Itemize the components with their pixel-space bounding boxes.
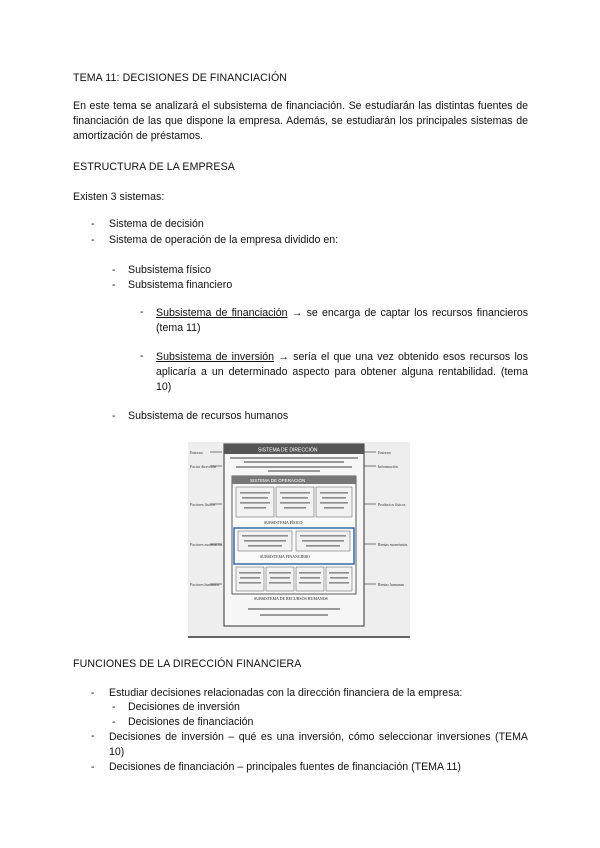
diagram-op-label: SISTEMA DE OPERACIÓN [250, 478, 306, 483]
list-item: - Subsistema de recursos humanos [112, 410, 289, 422]
right-label: Rentas monetarias [378, 542, 408, 547]
diagram-top-label: SISTEMA DE DIRECCIÓN [258, 447, 318, 454]
right-label: Entorno [378, 450, 391, 455]
list-item: - Decisiones de inversión [112, 701, 240, 713]
page-title: TEMA 11: DECISIONES DE FINANCIACIÓN [73, 72, 288, 84]
left-label: Entorno [190, 450, 203, 455]
term-financiacion: Subsistema de financiación [156, 307, 288, 319]
left-label: Factores físicos [190, 502, 215, 507]
section-heading-estructura: ESTRUCTURA DE LA EMPRESA [73, 161, 235, 173]
left-label: Factores monetarios [190, 542, 223, 547]
diagram-rrhh-label: SUBSISTEMA DE RECURSOS HUMANOS [254, 596, 328, 601]
list-item: - Estudiar decisiones relacionadas con la dirección financiera de la empresa: [91, 687, 463, 699]
left-label: Factores humanos [190, 582, 219, 587]
section-heading-funciones: FUNCIONES DE LA DIRECCIÓN FINANCIERA [73, 658, 302, 670]
structure-diagram [188, 442, 410, 638]
list-item: - Decisiones de inversión – qué es una inversión, cómo seleccionar inversiones (TEMA 10) [91, 730, 528, 758]
right-label: Productos físicos [378, 502, 406, 507]
right-label: Rentas humanas [378, 582, 405, 587]
intro-paragraph: En este tema se analizará el subsistema de financiación. Se estudiarán las distintas fuentes de financiación de las que dispone la empresa. Además, se estudiarán los principales sistemas de amortización de préstamos. [73, 100, 528, 142]
list-item: - Sistema de decisión [91, 218, 204, 230]
left-label: Factor dirección [190, 464, 217, 469]
list-item-financiacion: - Subsistema de financiación → se encarga de captar los recursos financieros (tema 11) [140, 306, 529, 334]
list-item-inversion: - Subsistema de inversión → sería el que una vez obtenido esos recursos los aplicaría a un determinado aspecto para obtener alguna rentabilidad. (tema 10) [140, 350, 528, 393]
list-item: - Subsistema físico [112, 264, 212, 276]
estructura-lead: Existen 3 sistemas: [73, 191, 165, 203]
list-item: - Subsistema financiero [112, 279, 233, 291]
diagram-financiero-label: SUBSISTEMA FINANCIERO [260, 554, 310, 559]
list-item: - Decisiones de financiación – principales fuentes de financiación (TEMA 11) [91, 761, 461, 773]
list-item: - Decisiones de financiación [112, 716, 254, 728]
list-item: - Sistema de operación de la empresa dividido en: [91, 234, 339, 246]
right-label: Información [378, 464, 398, 469]
diagram-fisico-label: SUBSISTEMA FÍSICO [264, 520, 303, 525]
term-inversion: Subsistema de inversión [156, 351, 275, 363]
